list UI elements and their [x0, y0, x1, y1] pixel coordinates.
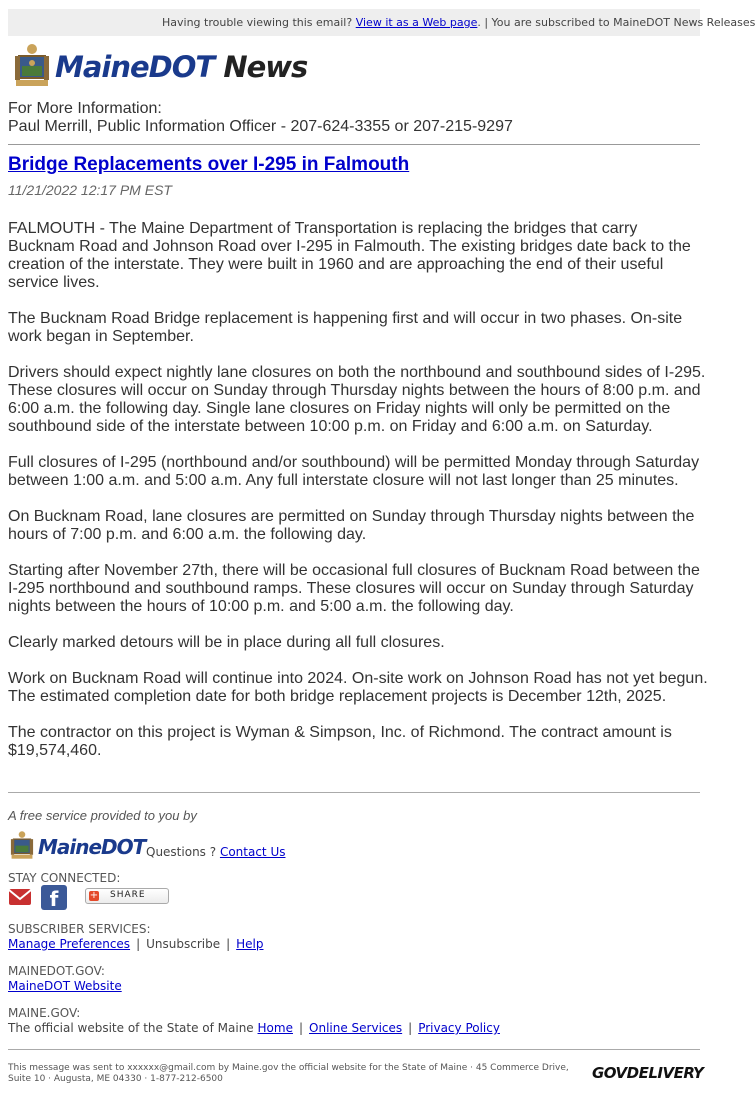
masthead-brand: MaineDOT: [55, 50, 215, 84]
divider: [8, 1049, 700, 1050]
questions-line: [146, 845, 285, 859]
divider: [8, 144, 700, 145]
article-line: Full closures of I-295 (northbound and/or southbound) will be permitted Monday through Saturday: [8, 454, 700, 471]
topbar-text: [162, 16, 755, 29]
stay-connected-heading: STAY CONNECTED:: [8, 871, 121, 885]
footer-brand: MaineDOT: [38, 835, 146, 859]
article-line: The Bucknam Road Bridge replacement is happening first and will occur in two phases. On-site: [8, 310, 683, 327]
email-share-icon[interactable]: [8, 886, 32, 908]
masthead-news: News: [223, 50, 308, 84]
subscriber-links: Manage Preferences | Unsubscribe | Help: [8, 937, 264, 951]
facebook-icon[interactable]: f: [41, 885, 67, 910]
share-label: SHARE: [110, 890, 146, 900]
article-line: nights between the hours of 10:00 p.m. and 5:00 a.m. the following day.: [8, 598, 514, 615]
mainedot-website-row: [8, 979, 122, 993]
view-web-page-link[interactable]: View it as a Web page: [355, 16, 478, 29]
maine-seal-logo: [12, 42, 52, 88]
article-headline-link[interactable]: Bridge Replacements over I-295 in Falmouth: [8, 154, 410, 175]
article-paragraph: [8, 220, 718, 292]
unsubscribe-link[interactable]: Unsubscribe: [146, 937, 221, 951]
maine-gov-heading: MAINE.GOV:: [8, 1006, 81, 1020]
info-contact-line: Paul Merrill, Public Information Officer - 207-624-3355 or 207-215-9297: [8, 118, 513, 135]
article-line: between 1:00 a.m. and 5:00 a.m. Any full interstate closure will not last longer than 25 minutes.: [8, 472, 679, 489]
article-line: The estimated completion date for both bridge replacement projects is December 12th, 2025.: [8, 688, 667, 705]
maine-gov-row: The official website of the State of Maine Home | Online Services | Privacy Policy: [8, 1021, 500, 1035]
article-line: 6:00 a.m. the following day. Single lane closures on Friday nights will only be permitted on the: [8, 400, 671, 417]
home-link[interactable]: Home: [257, 1021, 293, 1035]
article-paragraph: [8, 364, 718, 436]
contact-us-link[interactable]: Contact Us: [219, 845, 286, 859]
subscribed-text: . | You are subscribed to MaineDOT News Releases: [477, 16, 755, 29]
article-paragraph: [8, 508, 718, 544]
official-website-text: The official website of the State of Maine: [8, 1021, 254, 1035]
article-line: I-295 northbound and southbound ramps. These closures will occur on Sunday through Saturday: [8, 580, 694, 597]
article-date: 11/21/2022 12:17 PM EST: [8, 182, 172, 198]
article-line: service lives.: [8, 274, 100, 291]
article-line: Clearly marked detours will be in place during all full closures.: [8, 634, 445, 651]
article-line: hours of 7:00 p.m. and 6:00 a.m. the following day.: [8, 526, 367, 543]
article-line: work began in September.: [8, 328, 194, 345]
article-line: southbound side of the interstate between 10:00 p.m. on Friday and 6:00 a.m. on Saturday.: [8, 418, 653, 435]
share-button[interactable]: [85, 888, 169, 904]
article-line: Bucknam Road and Johnson Road over I-295 in Falmouth. The existing bridges date back to the: [8, 238, 691, 255]
trouble-text: Having trouble viewing this email?: [162, 16, 353, 29]
article-line: FALMOUTH - The Maine Department of Transportation is replacing the bridges that carry: [8, 220, 638, 237]
divider: [8, 792, 700, 793]
free-service-text: A free service provided to you by: [8, 808, 197, 823]
disclaimer-text: This message was sent to xxxxxx@gmail.com by Maine.gov the official website for the State of Maine · 45 Commerce Drive, Suite 10 · Augusta, ME 04330 · 1-877-212-6500: [8, 1063, 569, 1084]
mainedot-website-link[interactable]: MaineDOT Website: [8, 979, 122, 993]
online-services-link[interactable]: Online Services: [309, 1021, 403, 1035]
article-line: Drivers should expect nightly lane closures on both the northbound and southbound sides of I-295.: [8, 364, 706, 381]
article-line: Work on Bucknam Road will continue into 2024. On-site work on Johnson Road has not yet begun.: [8, 670, 708, 687]
govdelivery-logo: GOVDELIVERY: [592, 1064, 704, 1082]
article-line: creation of the interstate. They were built in 1960 and are approaching the end of their useful: [8, 256, 664, 273]
article-paragraph: [8, 310, 718, 346]
article-paragraph: [8, 562, 718, 616]
article-line: The contractor on this project is Wyman & Simpson, Inc. of Richmond. The contract amount is: [8, 724, 672, 741]
privacy-policy-link[interactable]: Privacy Policy: [418, 1021, 500, 1035]
maine-seal-logo-small: [8, 830, 36, 860]
questions-text: Questions ?: [146, 845, 217, 859]
contact-info: [8, 100, 513, 136]
subscriber-services-heading: SUBSCRIBER SERVICES:: [8, 922, 151, 936]
article-paragraph: [8, 634, 718, 652]
article-line: $19,574,460.: [8, 742, 102, 759]
article-line: On Bucknam Road, lane closures are permitted on Sunday through Thursday nights between the: [8, 508, 695, 525]
plus-icon: +: [89, 890, 99, 901]
help-link[interactable]: Help: [236, 937, 264, 951]
article-line: Starting after November 27th, there will be occasional full closures of Bucknam Road between the: [8, 562, 700, 579]
mainedot-gov-heading: MAINEDOT.GOV:: [8, 964, 105, 978]
article-paragraph: [8, 454, 718, 490]
article-line: These closures will occur on Sunday through Thursday nights between the hours of 8:00 p.m. and: [8, 382, 701, 399]
article-paragraph: [8, 724, 718, 760]
info-heading: For More Information:: [8, 100, 162, 117]
masthead-title: [55, 50, 307, 84]
article-paragraph: [8, 670, 718, 706]
manage-preferences-link[interactable]: Manage Preferences: [8, 937, 131, 951]
